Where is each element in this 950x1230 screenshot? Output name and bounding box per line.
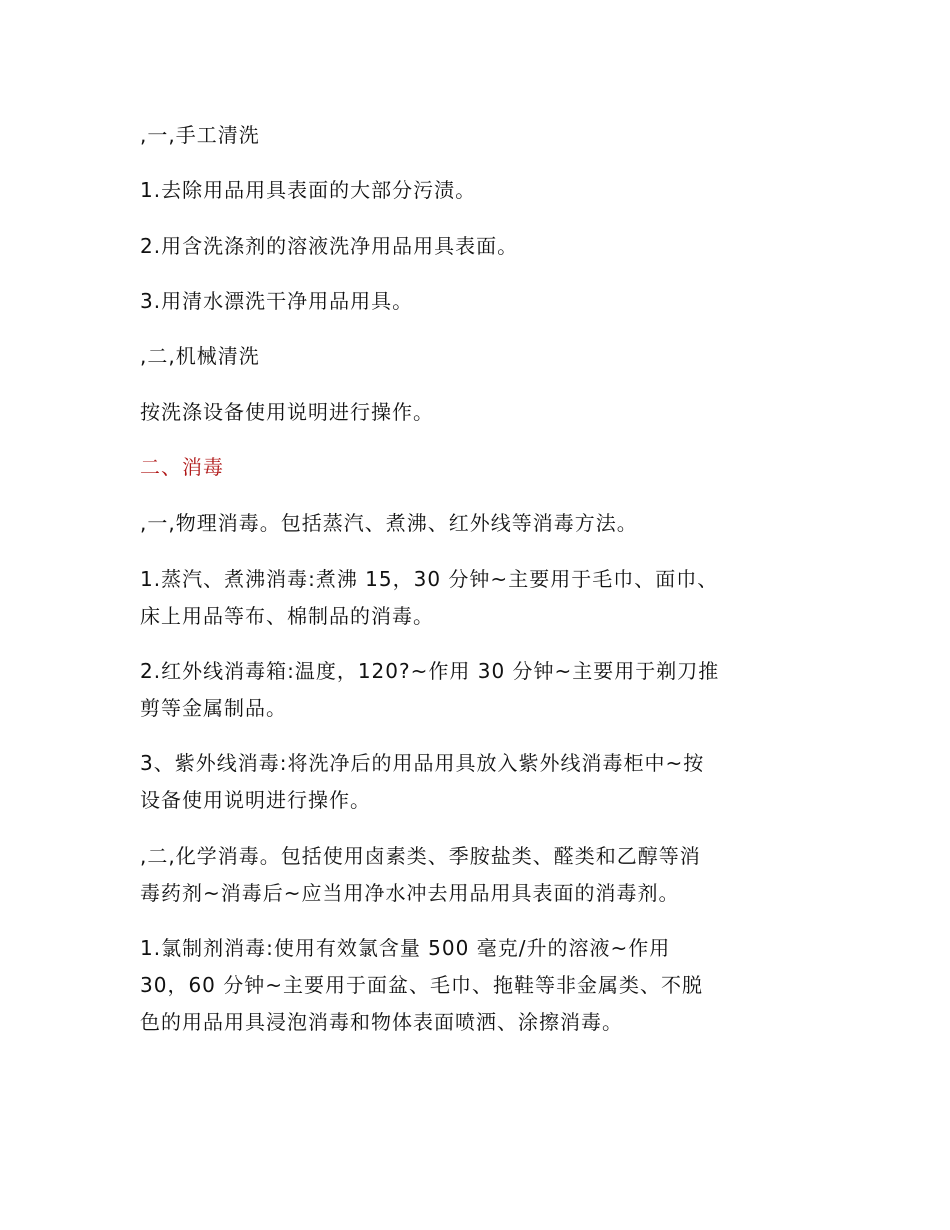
- subheading-machine-cleaning: [140, 338, 820, 375]
- paragraph-step-3: [140, 283, 820, 320]
- text-line: 毒药剂~消毒后~应当用净水冲去用品用具表面的消毒剂。: [140, 881, 680, 905]
- text-line: 按洗涤设备使用说明进行操作。: [140, 400, 434, 424]
- text-line: 3、紫外线消毒:将洗净后的用品用具放入紫外线消毒柜中~按: [140, 751, 705, 775]
- subheading-chemical-disinfection: [140, 838, 820, 912]
- text-line: 2.用含洗涤剂的溶液洗净用品用具表面。: [140, 234, 519, 258]
- paragraph-step-2: [140, 228, 820, 265]
- text-line: ,一,手工清洗: [140, 123, 260, 147]
- text-line: 色的用品用具浸泡消毒和物体表面喷洒、涂擦消毒。: [140, 1010, 623, 1034]
- text-line: 2.红外线消毒箱:温度，120?~作用 30 分钟~主要用于剃刀推: [140, 659, 720, 683]
- text-line: ,二,化学消毒。包括使用卤素类、季胺盐类、醛类和乙醇等消: [140, 844, 701, 868]
- text-line: 二、消毒: [140, 455, 224, 479]
- paragraph-chlorine: [140, 930, 820, 1041]
- paragraph-steam-boil: [140, 561, 820, 635]
- paragraph-machine-instructions: [140, 394, 820, 431]
- paragraph-ultraviolet: [140, 745, 820, 819]
- section-heading-disinfection: [140, 449, 820, 486]
- text-line: ,一,物理消毒。包括蒸汽、煮沸、红外线等消毒方法。: [140, 511, 638, 535]
- text-line: 1.蒸汽、煮沸消毒:煮沸 15，30 分钟~主要用于毛巾、面巾、: [140, 567, 719, 591]
- paragraph-step-1: [140, 172, 820, 209]
- paragraph-infrared: [140, 653, 820, 727]
- text-line: ,二,机械清洗: [140, 344, 260, 368]
- text-line: 3.用清水漂洗干净用品用具。: [140, 289, 414, 313]
- text-line: 1.去除用品用具表面的大部分污渍。: [140, 178, 477, 202]
- text-line: 30，60 分钟~主要用于面盆、毛巾、拖鞋等非金属类、不脱: [140, 973, 704, 997]
- text-line: 床上用品等布、棉制品的消毒。: [140, 604, 434, 628]
- subheading-physical-disinfection: [140, 505, 820, 542]
- text-line: 设备使用说明进行操作。: [140, 788, 371, 812]
- text-line: 剪等金属制品。: [140, 696, 287, 720]
- text-line: 1.氯制剂消毒:使用有效氯含量 500 毫克/升的溶液~作用: [140, 936, 671, 960]
- subheading-manual-cleaning: [140, 117, 820, 154]
